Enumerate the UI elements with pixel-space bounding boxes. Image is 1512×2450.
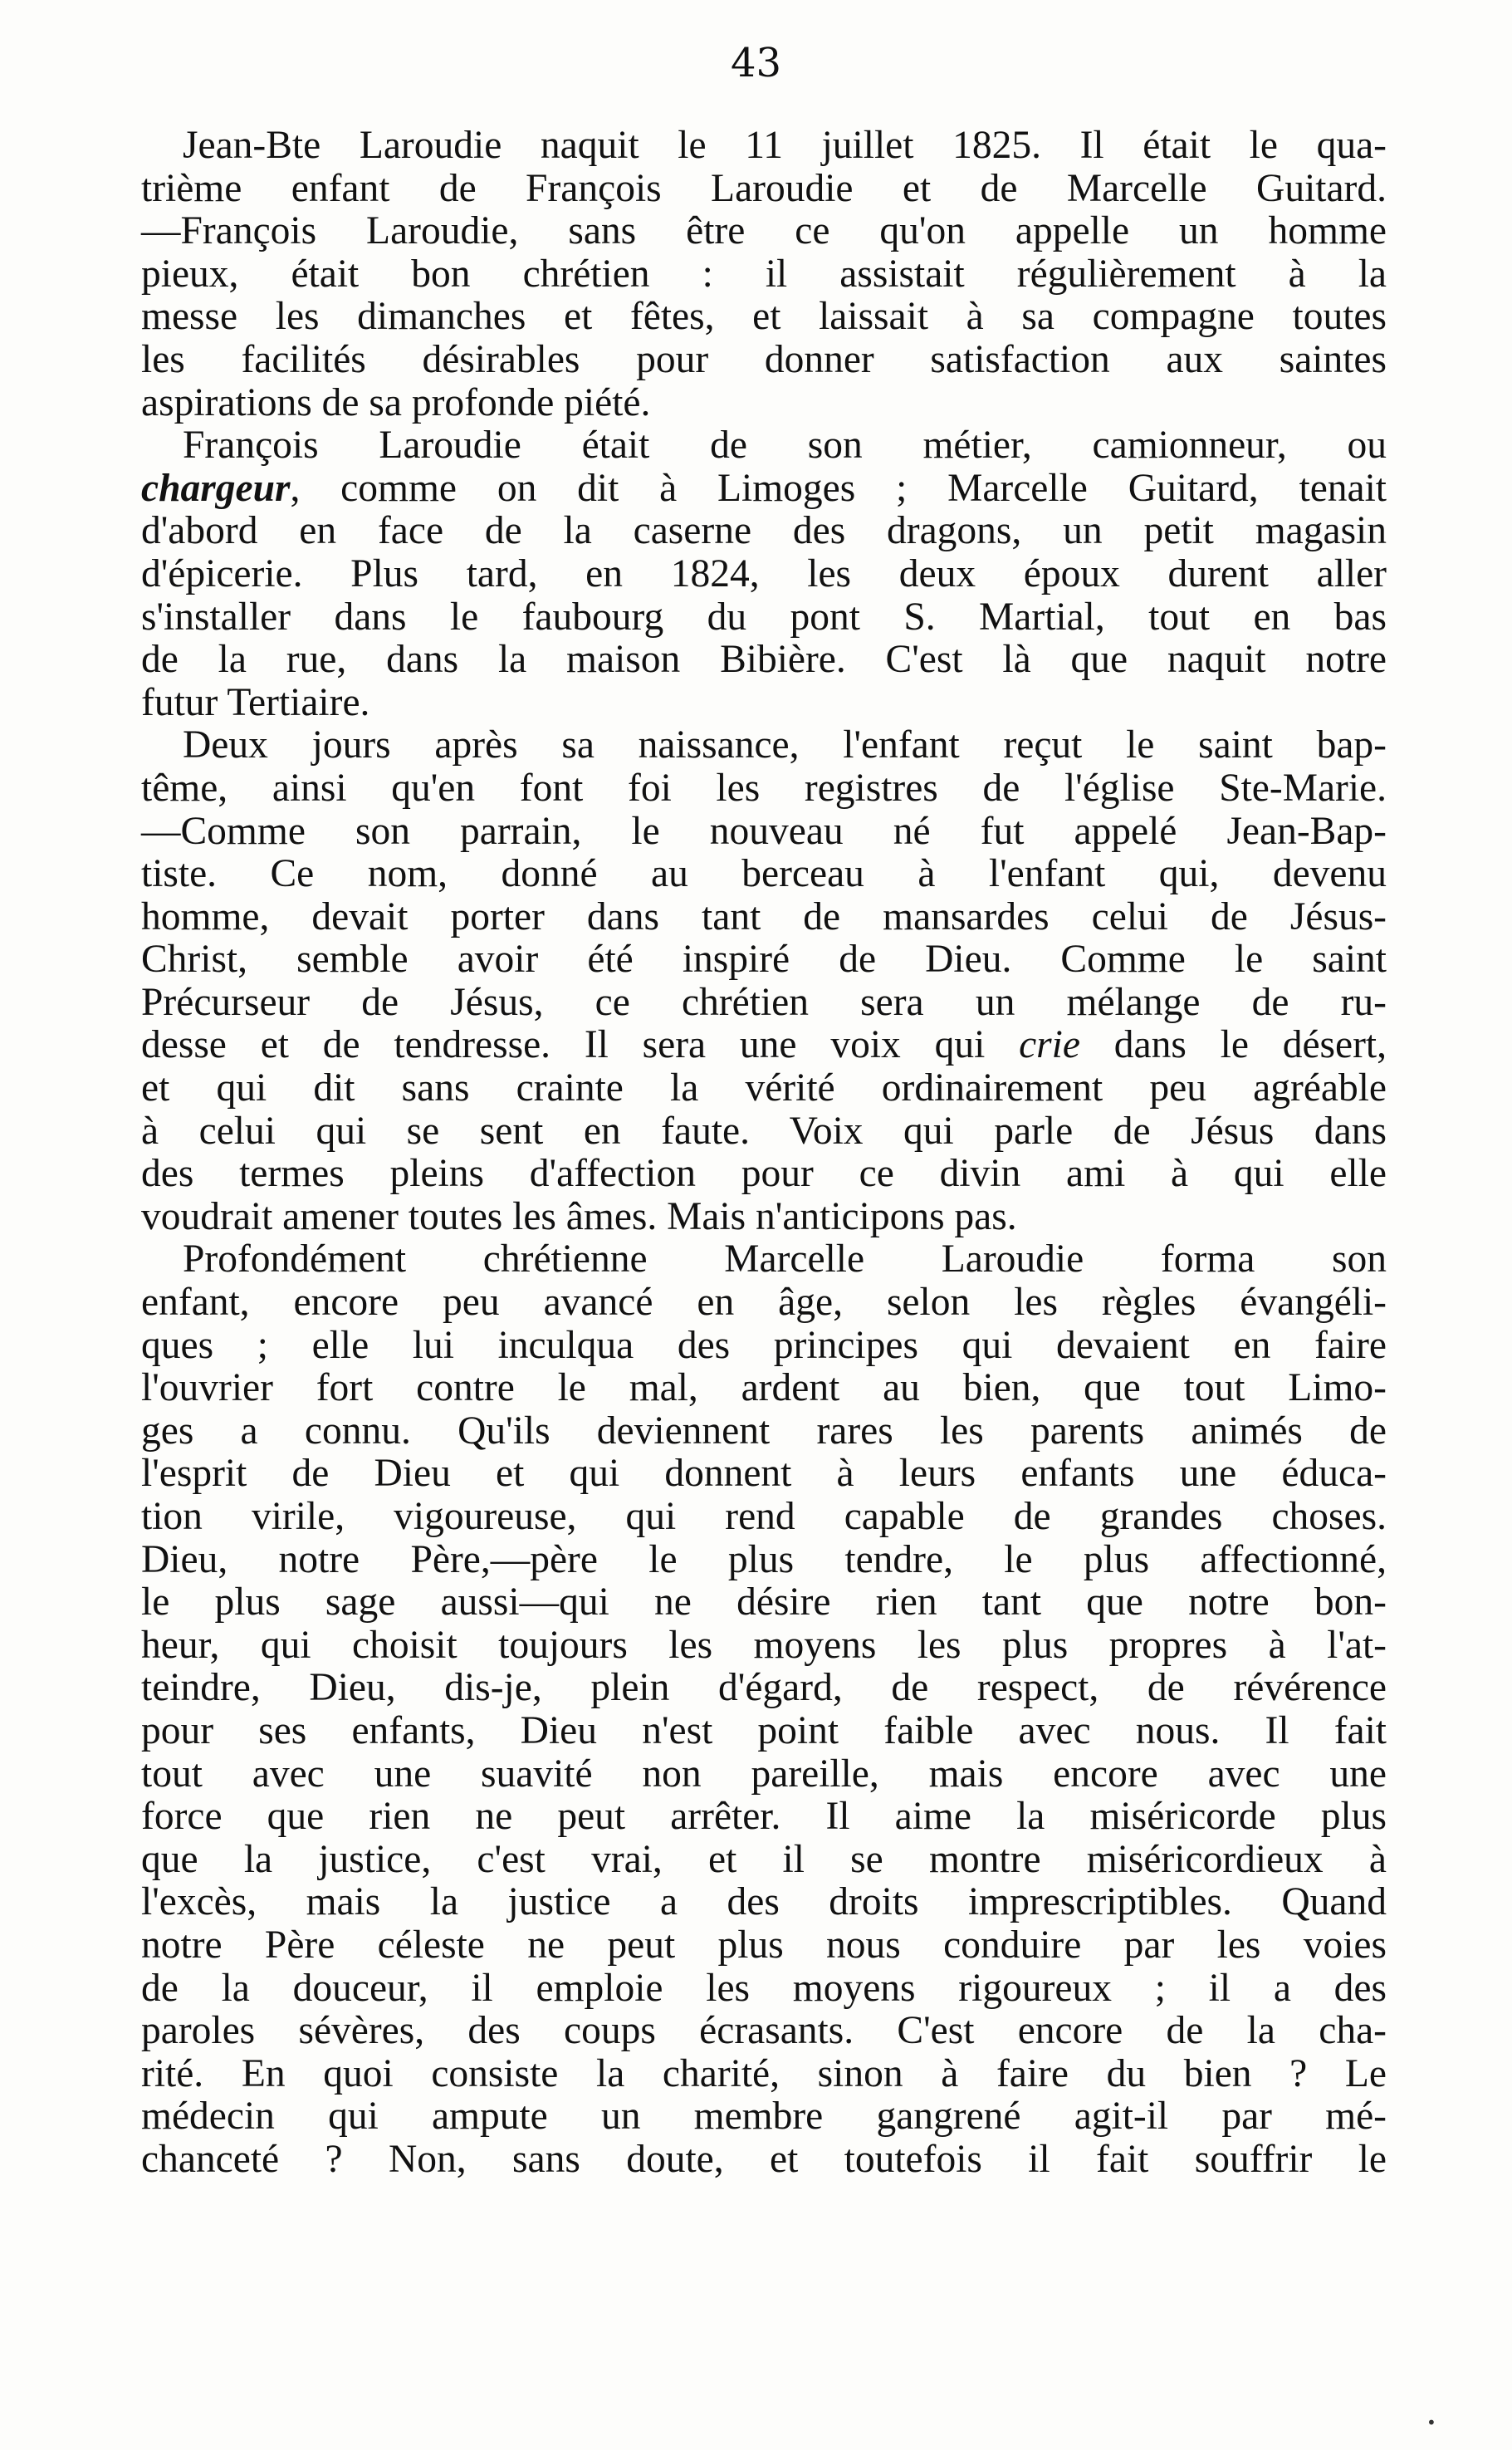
text-line (141, 811, 1387, 854)
text-line (141, 1024, 1387, 1067)
text-line-segment: tiste. Ce nom, donné au berceau à l'enfant qui, devenu (141, 852, 1387, 896)
text-line (141, 853, 1387, 896)
text-line (141, 339, 1387, 382)
text-line-segment: aspirations de sa profonde piété. (141, 380, 651, 424)
text-line-segment: et qui dit sans crainte la vérité ordinairement peu agréable (141, 1066, 1387, 1110)
text-line (141, 1453, 1387, 1496)
text-line-segment: , comme on dit à Limoges ; Marcelle Guitard, tenait (290, 466, 1387, 510)
text-line (141, 253, 1387, 296)
text-line (141, 1196, 1387, 1239)
text-line-segment: dans le désert, (1079, 1023, 1387, 1067)
text-line (141, 1110, 1387, 1154)
text-line-segment: chanceté ? Non, sans doute, et toutefois il fait souffrir le (141, 2137, 1387, 2181)
text-line-segment: Christ, semble avoir été inspiré de Dieu. Comme le saint (141, 938, 1387, 982)
text-line-segment: François Laroudie était de son métier, camionneur, ou (183, 424, 1387, 468)
text-line-segment: de la douceur, il emploie les moyens rigoureux ; il a des (141, 1966, 1387, 2010)
text-line-segment: s'installer dans le faubourg du pont S. Martial, tout en bas (141, 595, 1387, 639)
text-line (141, 1624, 1387, 1668)
text-line (141, 982, 1387, 1025)
text-line (141, 510, 1387, 553)
text-line (141, 2139, 1387, 2182)
text-line-segment: force que rien ne peut arrêter. Il aime la miséricorde plus (141, 1795, 1387, 1839)
text-line-segment: Jean-Bte Laroudie naquit le 11 juillet 1825. Il était le qua- (183, 124, 1387, 167)
text-line-segment: Profondément chrétienne Marcelle Laroudie forma son (183, 1237, 1387, 1281)
text-line-segment: tion virile, vigoureuse, qui rend capable de grandes choses. (141, 1495, 1387, 1538)
text-line-segment: des termes pleins d'affection pour ce divin ami à qui elle (141, 1152, 1387, 1196)
text-line (141, 767, 1387, 811)
text-line-segment: teindre, Dieu, dis-je, plein d'égard, de respect, de révérence (141, 1666, 1387, 1710)
text-line-segment: pieux, était bon chrétien : il assistait régulièrement à la (141, 252, 1387, 296)
text-line-segment: paroles sévères, des coups écrasants. C'est encore de la cha- (141, 2009, 1387, 2053)
text-line-segment: rité. En quoi consiste la charité, sinon à faire du bien ? Le (141, 2051, 1387, 2095)
text-line (141, 1710, 1387, 1753)
text-line-segment: tême, ainsi qu'en font foi les registres de l'église Ste-Marie. (141, 766, 1387, 810)
text-line-segment: d'abord en face de la caserne des dragons, un petit magasin (141, 509, 1387, 553)
text-line (141, 553, 1387, 596)
text-line (141, 938, 1387, 982)
text-line (141, 468, 1387, 511)
text-line-segment: voudrait amener toutes les âmes. Mais n'anticipons pas. (141, 1194, 1017, 1238)
text-line (141, 639, 1387, 682)
text-line-segment: —François Laroudie, sans être ce qu'on appelle un homme (141, 209, 1387, 253)
text-line-segment: Précurseur de Jésus, ce chrétien sera un mélange de ru- (141, 980, 1387, 1024)
body-text (141, 125, 1387, 2182)
text-line (141, 1325, 1387, 1368)
text-line (141, 1924, 1387, 1967)
text-line-segment: l'ouvrier fort contre le mal, ardent au bien, que tout Limo- (141, 1366, 1387, 1410)
text-line-segment: de la rue, dans la maison Bibière. C'est là que naquit notre (141, 638, 1387, 682)
text-line-segment: que la justice, c'est vrai, et il se montre miséricordieux à (141, 1837, 1387, 1881)
text-line-segment: Deux jours après sa naissance, l'enfant reçut le saint bap- (183, 723, 1387, 767)
text-line (141, 1067, 1387, 1110)
text-line (141, 210, 1387, 253)
text-line (141, 896, 1387, 939)
text-line-segment: pour ses enfants, Dieu n'est point faible avec nous. Il fait (141, 1708, 1387, 1752)
text-line-segment: desse et de tendresse. Il sera une voix qui (141, 1023, 1020, 1067)
text-line (141, 1753, 1387, 1796)
text-line-segment: trième enfant de François Laroudie et de Marcelle Guitard. (141, 166, 1387, 210)
text-line-segment: l'esprit de Dieu et qui donnent à leurs enfants une éduca- (141, 1452, 1387, 1496)
text-line (141, 1967, 1387, 2011)
text-line-segment: tout avec une suavité non pareille, mais encore avec une (141, 1752, 1387, 1796)
text-line-segment: à celui qui se sent en faute. Voix qui parle de Jésus dans (141, 1109, 1387, 1153)
text-line (141, 1281, 1387, 1325)
text-line (141, 1839, 1387, 1882)
text-line-segment: homme, devait porter dans tant de mansardes celui de Jésus- (141, 894, 1387, 938)
text-line (141, 1581, 1387, 1624)
text-line (141, 596, 1387, 639)
text-line (141, 2053, 1387, 2096)
text-line (141, 682, 1387, 725)
text-line (141, 125, 1387, 168)
text-line (141, 382, 1387, 425)
text-line-segment: ges a connu. Qu'ils deviennent rares les parents animés de (141, 1409, 1387, 1453)
text-line-segment: notre Père céleste ne peut plus nous conduire par les voies (141, 1923, 1387, 1967)
text-line (141, 1881, 1387, 1924)
text-line (141, 1667, 1387, 1710)
text-line (141, 1796, 1387, 1839)
text-line (141, 1238, 1387, 1281)
text-line-segment: ques ; elle lui inculqua des principes qui devaient en faire (141, 1323, 1387, 1367)
text-line (141, 424, 1387, 468)
text-line (141, 724, 1387, 767)
text-line (141, 1367, 1387, 1410)
text-line (141, 2010, 1387, 2053)
text-line (141, 296, 1387, 339)
text-line (141, 2095, 1387, 2139)
text-line (141, 168, 1387, 211)
text-line (141, 1539, 1387, 1582)
text-line-segment: les facilités désirables pour donner satisfaction aux saintes (141, 337, 1387, 381)
text-line-segment: messe les dimanches et fêtes, et laissait à sa compagne toutes (141, 295, 1387, 339)
text-line-segment: d'épicerie. Plus tard, en 1824, les deux époux durent aller (141, 551, 1387, 595)
text-line-segment: —Comme son parrain, le nouveau né fut appelé Jean-Bap- (141, 809, 1387, 853)
text-line (141, 1410, 1387, 1453)
text-line-segment: l'excès, mais la justice a des droits imprescriptibles. Quand (141, 1880, 1387, 1924)
text-line (141, 1496, 1387, 1539)
text-line-segment: le plus sage aussi—qui ne désire rien tant que notre bon- (141, 1580, 1387, 1624)
text-line-segment: futur Tertiaire. (141, 680, 370, 724)
text-line (141, 1153, 1387, 1196)
italic-word: chargeur (141, 466, 291, 510)
page-number: 43 (730, 40, 782, 86)
text-line-segment: Dieu, notre Père,—père le plus tendre, le plus affectionné, (141, 1537, 1387, 1581)
text-line-segment: médecin qui ampute un membre gangrené agit-il par mé- (141, 2095, 1387, 2139)
text-line-segment: heur, qui choisit toujours les moyens les plus propres à l'at- (141, 1623, 1387, 1667)
italic-word: crie (1019, 1023, 1080, 1067)
speck-mark: • (1426, 2413, 1436, 2433)
text-line-segment: enfant, encore peu avancé en âge, selon les règles évangéli- (141, 1281, 1387, 1325)
